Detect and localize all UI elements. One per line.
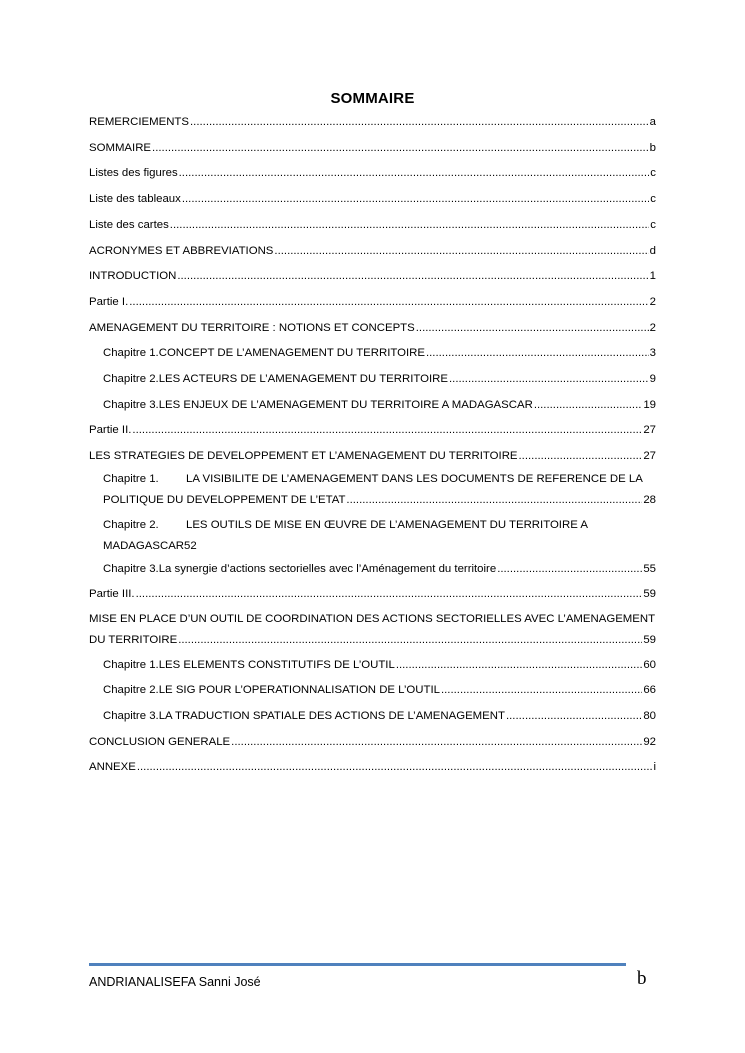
toc-entry-p3-chapitre-3[interactable]: Chapitre 3. LA TRADUCTION SPATIALE DES ACTIONS DE L’AMENAGEMENT ..... 80 <box>89 706 656 727</box>
toc-entry-p1-chapitre-2[interactable]: Chapitre 2. LES ACTEURS DE L’AMENAGEMENT DU TERRITOIRE ..... 9 <box>89 369 656 390</box>
toc-entry-p2-chapitre-3[interactable]: Chapitre 3. La synergie d’actions sectorielles avec l’Aménagement du territoire ..... 55 <box>89 559 656 580</box>
toc-entry-p2-chapitre-1[interactable]: Chapitre 1. LA VISIBILITE DE L’AMENAGEMENT DANS LES DOCUMENTS DE REFERENCE DE LA POLITIQUE DU DEVELOPPEMENT DE L’ETAT ..... 28 <box>89 469 656 511</box>
footer-page-number: b <box>637 968 647 989</box>
toc-entry-partie-1[interactable]: Partie I. ..... 2 <box>89 292 656 313</box>
toc-entry-acronymes[interactable]: ACRONYMES ET ABBREVIATIONS ..... d <box>89 241 656 262</box>
toc-entry-sommaire[interactable]: SOMMAIRE ..... b <box>89 138 656 159</box>
toc-entry-conclusion[interactable]: CONCLUSION GENERALE ..... 92 <box>89 732 656 753</box>
toc-entry-p1-chapitre-1[interactable]: Chapitre 1. CONCEPT DE L’AMENAGEMENT DU TERRITOIRE ..... 3 <box>89 343 656 364</box>
toc-entry-p2-chapitre-2[interactable]: Chapitre 2. LES OUTILS DE MISE EN ŒUVRE DE L’AMENAGEMENT DU TERRITOIRE A MADAGASCAR52 <box>103 518 588 552</box>
toc-entry-mise-en-place[interactable]: MISE EN PLACE D’UN OUTIL DE COORDINATION DES ACTIONS SECTORIELLES AVEC L’AMENAGEMENT DU TERRITOIRE ..... 59 <box>89 609 656 651</box>
toc-entry-listes-figures[interactable]: Listes des figures ..... c <box>89 163 656 184</box>
footer-rule <box>89 963 626 966</box>
toc-entry-liste-cartes[interactable]: Liste des cartes ..... c <box>89 215 656 236</box>
toc-entry-annexe[interactable]: ANNEXE ..... i <box>89 757 656 778</box>
toc-entry-partie-3[interactable]: Partie III. ..... 59 <box>89 584 656 605</box>
toc-entry-p3-chapitre-2[interactable]: Chapitre 2. LE SIG POUR L’OPERATIONNALISATION DE L’OUTIL ..... 66 <box>89 680 656 701</box>
toc-entry-partie-2[interactable]: Partie II. ..... 27 <box>89 420 656 441</box>
toc-entry-remerciements[interactable]: REMERCIEMENTS ..... a <box>89 112 656 133</box>
toc-entry-p3-chapitre-1[interactable]: Chapitre 1. LES ELEMENTS CONSTITUTIFS DE L’OUTIL ..... 60 <box>89 655 656 676</box>
footer-author: ANDRIANALISEFA Sanni José <box>89 975 261 989</box>
toc-entry-amenagement-notions[interactable]: AMENAGEMENT DU TERRITOIRE : NOTIONS ET CONCEPTS ..... 2 <box>89 318 656 339</box>
toc-entry-strategies[interactable]: LES STRATEGIES DE DEVELOPPEMENT ET L’AMENAGEMENT DU TERRITOIRE ..... 27 <box>89 446 656 467</box>
toc-entry-p1-chapitre-3[interactable]: Chapitre 3. LES ENJEUX DE L’AMENAGEMENT DU TERRITOIRE A MADAGASCAR ..... 19 <box>89 395 656 416</box>
toc-entry-liste-tableaux[interactable]: Liste des tableaux ..... c <box>89 189 656 210</box>
toc-entry-introduction[interactable]: INTRODUCTION ..... 1 <box>89 266 656 287</box>
page-title: SOMMAIRE <box>330 90 415 107</box>
